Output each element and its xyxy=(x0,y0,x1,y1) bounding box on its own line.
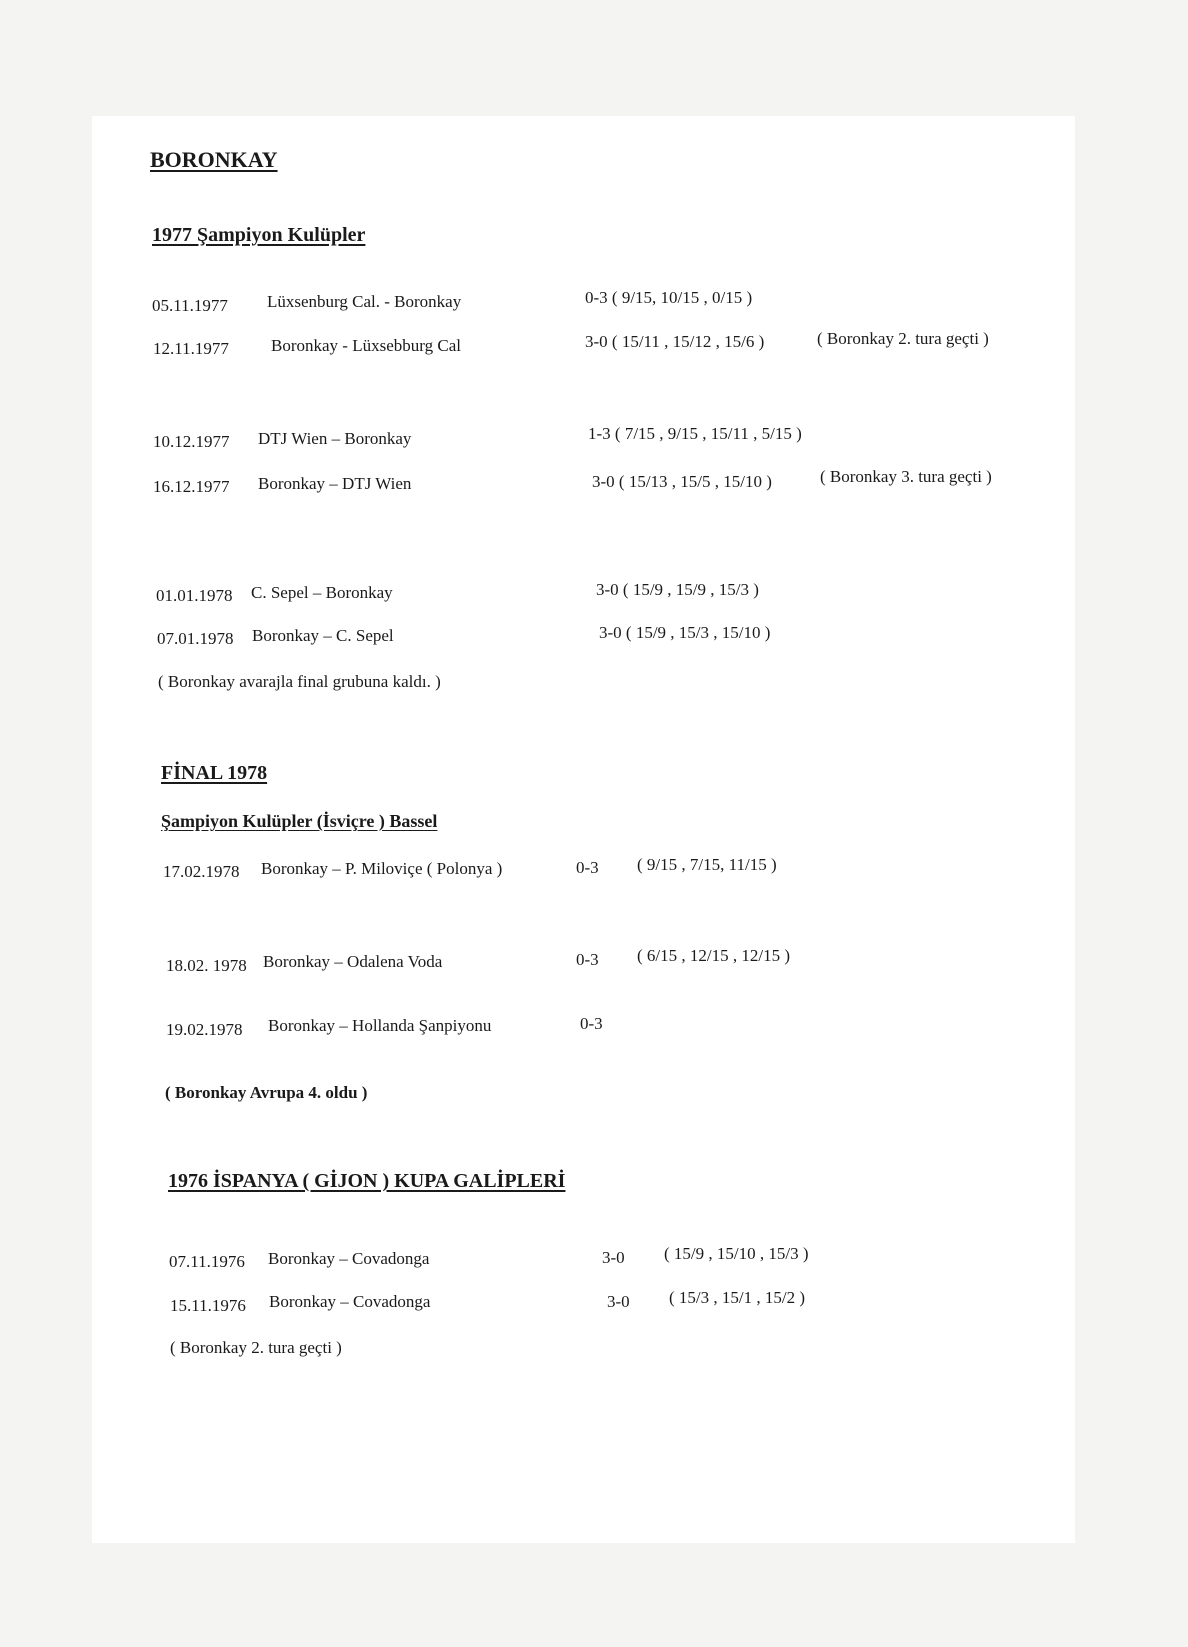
match-teams: Boronkay – P. Miloviçe ( Polonya ) xyxy=(261,859,503,878)
match-date: 01.01.1978 xyxy=(156,586,233,605)
match-date: 05.11.1977 xyxy=(152,296,228,315)
match-score: 0-3 xyxy=(580,1014,603,1033)
match-teams: Boronkay – Covadonga xyxy=(269,1292,431,1311)
match-score: 1-3 ( 7/15 , 9/15 , 15/11 , 5/15 ) xyxy=(588,424,802,443)
match-score: 0-3 xyxy=(576,858,599,877)
section-note: ( Boronkay 2. tura geçti ) xyxy=(170,1338,342,1357)
match-score: 3-0 ( 15/13 , 15/5 , 15/10 ) xyxy=(592,472,772,491)
match-date: 18.02. 1978 xyxy=(166,956,247,975)
match-score: 3-0 ( 15/11 , 15/12 , 15/6 ) xyxy=(585,332,765,351)
section-note: ( Boronkay Avrupa 4. oldu ) xyxy=(165,1083,368,1102)
match-date: 17.02.1978 xyxy=(163,862,240,881)
match-date: 16.12.1977 xyxy=(153,477,230,496)
match-date: 10.12.1977 xyxy=(153,432,230,451)
match-score: 0-3 xyxy=(576,950,599,969)
match-date: 07.11.1976 xyxy=(169,1252,245,1271)
section-heading-final-1978: FİNAL 1978 xyxy=(161,762,268,784)
match-score: 3-0 ( 15/9 , 15/9 , 15/3 ) xyxy=(596,580,759,599)
match-sets: ( 15/3 , 15/1 , 15/2 ) xyxy=(669,1288,805,1307)
match-sets: ( 9/15 , 7/15, 11/15 ) xyxy=(637,855,777,874)
section-note: ( Boronkay avarajla final grubuna kaldı. ) xyxy=(158,672,441,691)
match-teams: Boronkay – DTJ Wien xyxy=(258,474,412,493)
match-note: ( Boronkay 3. tura geçti ) xyxy=(820,467,992,486)
match-date: 19.02.1978 xyxy=(166,1020,243,1039)
match-teams: Boronkay – Hollanda Şanpiyonu xyxy=(268,1016,492,1035)
match-score: 3-0 xyxy=(607,1292,630,1311)
match-sets: ( 15/9 , 15/10 , 15/3 ) xyxy=(664,1244,809,1263)
match-teams: Boronkay – C. Sepel xyxy=(252,626,394,645)
match-score: 3-0 xyxy=(602,1248,625,1267)
match-date: 12.11.1977 xyxy=(153,339,229,358)
match-score: 0-3 ( 9/15, 10/15 , 0/15 ) xyxy=(585,288,753,307)
section-subheading: Şampiyon Kulüpler (İsviçre ) Bassel xyxy=(161,811,438,831)
match-teams: DTJ Wien – Boronkay xyxy=(258,429,412,448)
match-teams: Boronkay – Odalena Voda xyxy=(263,952,443,971)
match-date: 15.11.1976 xyxy=(170,1296,246,1315)
section-heading-1976-cup: 1976 İSPANYA ( GİJON ) KUPA GALİPLERİ xyxy=(168,1170,566,1192)
match-teams: C. Sepel – Boronkay xyxy=(251,583,393,602)
match-note: ( Boronkay 2. tura geçti ) xyxy=(817,329,989,348)
match-teams: Lüxsenburg Cal. - Boronkay xyxy=(267,292,462,311)
match-score: 3-0 ( 15/9 , 15/3 , 15/10 ) xyxy=(599,623,771,642)
section-heading-1977: 1977 Şampiyon Kulüpler xyxy=(152,224,366,246)
match-sets: ( 6/15 , 12/15 , 12/15 ) xyxy=(637,946,790,965)
match-teams: Boronkay – Covadonga xyxy=(268,1249,430,1268)
match-date: 07.01.1978 xyxy=(157,629,234,648)
document-title: BORONKAY xyxy=(150,147,278,172)
match-teams: Boronkay - Lüxsebburg Cal xyxy=(271,336,461,355)
